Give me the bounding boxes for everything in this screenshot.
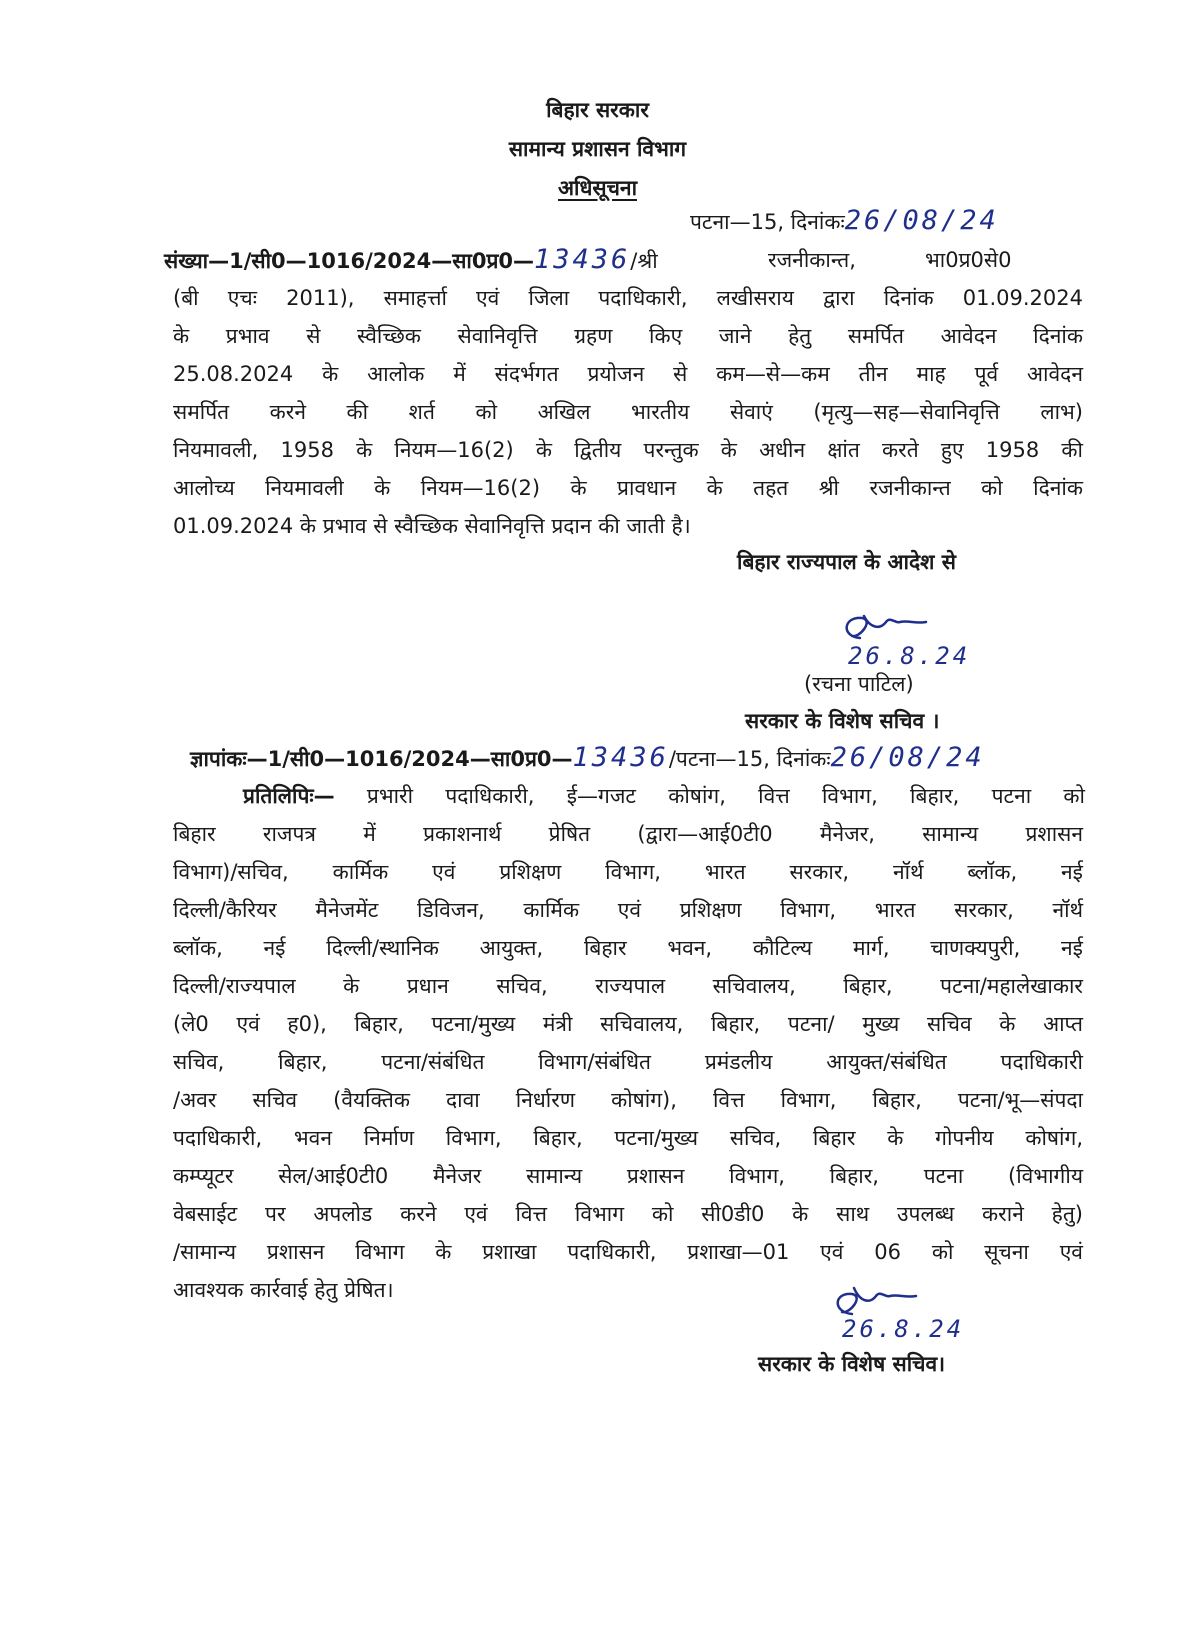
number-suffix-tail: रजनीकान्त,	[768, 248, 856, 272]
memo-body-line: (ले0 एवं ह0), बिहार, पटना/मुख्य मंत्री सचिवालय, बिहार, पटना/ मुख्य सचिव के आप्त	[173, 1012, 1083, 1036]
memo-body-line: विभाग)/सचिव, कार्मिक एवं प्रशिक्षण विभाग, भारत सरकार, नॉर्थ ब्लॉक, नई	[173, 860, 1083, 884]
memo-first-line-rest: प्रभारी पदाधिकारी, ई—गजट कोषांग, वित्त विभाग, बिहार, पटना को	[366, 784, 1085, 808]
notification-number-line	[164, 245, 658, 276]
notification-body-line: आलोच्य नियमावली के नियम—16(2) के प्रावधान के तहत श्री रजनीकान्त को दिनांक	[173, 476, 1083, 500]
memo-body-line: दिल्ली/कैरियर मैनेजमेंट डिविजन, कार्मिक एवं प्रशिक्षण विभाग, भारत सरकार, नॉर्थ	[173, 898, 1083, 922]
notification-body-line: के प्रभाव से स्वैच्छिक सेवानिवृत्ति ग्रहण किए जाने हेतु समर्पित आवेदन दिनांक	[173, 324, 1083, 348]
memo-body-line: दिल्ली/राज्यपाल के प्रधान सचिव, राज्यपाल सचिवालय, बिहार, पटना/महालेखाकार	[173, 974, 1083, 998]
signature-date: 26.8.24	[848, 642, 971, 670]
order-line: बिहार राज्यपाल के आदेश से	[737, 550, 956, 574]
notification-body-last-line: 01.09.2024 के प्रभाव से स्वैच्छिक सेवानिवृत्ति प्रदान की जाती है।	[173, 514, 691, 538]
handwritten-date: 26/08/24	[844, 205, 999, 236]
memo-number-prefix: ज्ञापांकः—1/सी0—1016/2024—सा0प्र0—	[190, 747, 573, 771]
memo-handwritten-date: 26/08/24	[830, 742, 985, 773]
notification-body-line: 25.08.2024 के आलोक में संदर्भगत प्रयोजन से कम—से—कम तीन माह पूर्व आवेदन	[173, 362, 1083, 386]
government-title: बिहार सरकार	[546, 98, 649, 122]
department-title: सामान्य प्रशासन विभाग	[508, 137, 687, 161]
number-prefix: संख्या—1/सी0—1016/2024—सा0प्र0—	[164, 249, 535, 273]
memo-body-line: /सामान्य प्रशासन विभाग के प्रशाखा पदाधिकारी, प्रशाखा—01 एवं 06 को सूचना एवं	[173, 1240, 1083, 1264]
doc-type-title: अधिसूचना	[557, 176, 638, 200]
copy-label: प्रतिलिपिः—	[243, 784, 335, 808]
memo-body-line: /अवर सचिव (वैयक्तिक दावा निर्धारण कोषांग), वित्त विभाग, बिहार, पटना/भू—संपदा	[173, 1088, 1083, 1112]
memo-body-line: वेबसाईट पर अपलोड करने एवं वित्त विभाग को सी0डी0 के साथ उपलब्ध कराने हेतु)	[173, 1202, 1083, 1226]
memo-signatory-designation: सरकार के विशेष सचिव।	[758, 1352, 946, 1376]
notification-body-line: नियमावली, 1958 के नियम—16(2) के द्वितीय परन्तुक के अधीन क्षांत करते हुए 1958 की	[173, 438, 1083, 462]
memo-signature-date: 26.8.24	[842, 1315, 965, 1343]
place-date-label: पटना—15, दिनांकः	[690, 210, 845, 234]
signatory-designation: सरकार के विशेष सचिव ।	[745, 709, 940, 733]
memo-body-line: पदाधिकारी, भवन निर्माण विभाग, बिहार, पटना/मुख्य सचिव, बिहार के गोपनीय कोषांग,	[173, 1126, 1083, 1150]
notification-body-line: समर्पित करने की शर्त को अखिल भारतीय सेवाएं (मृत्यु—सह—सेवानिवृत्ति लाभ)	[173, 400, 1083, 424]
memo-body-line: सचिव, बिहार, पटना/संबंधित विभाग/संबंधित प्रमंडलीय आयुक्त/संबंधित पदाधिकारी	[173, 1050, 1083, 1074]
memo-body-line: बिहार राजपत्र में प्रकाशनार्थ प्रेषित (द्वारा—आई0टी0 मैनेजर, सामान्य प्रशासन	[173, 822, 1083, 846]
memo-body-line: ब्लॉक, नई दिल्ली/स्थानिक आयुक्त, बिहार भवन, कौटिल्य मार्ग, चाणक्यपुरी, नई	[173, 936, 1083, 960]
notification-date-line	[690, 206, 999, 237]
signatory-name: (रचना पाटिल)	[804, 672, 914, 696]
memo-number-line	[190, 743, 985, 774]
memo-body-line: कम्प्यूटर सेल/आई0टी0 मैनेजर सामान्य प्रशासन विभाग, बिहार, पटना (विभागीय	[173, 1164, 1083, 1188]
memo-body-last-line: आवश्यक कार्रवाई हेतु प्रेषित।	[173, 1278, 394, 1302]
memo-first-line	[243, 781, 1085, 811]
number-suffix-end: भा0प्र0से0	[925, 248, 1012, 272]
memo-handwritten-number: 13436	[572, 742, 669, 773]
notification-body-line: (बी एचः 2011), समाहर्त्ता एवं जिला पदाधिकारी, लखीसराय द्वारा दिनांक 01.09.2024	[173, 286, 1083, 310]
memo-place-date-label: /पटना—15, दिनांकः	[668, 747, 831, 771]
number-suffix: /श्री	[630, 249, 658, 273]
handwritten-number: 13436	[534, 244, 631, 275]
